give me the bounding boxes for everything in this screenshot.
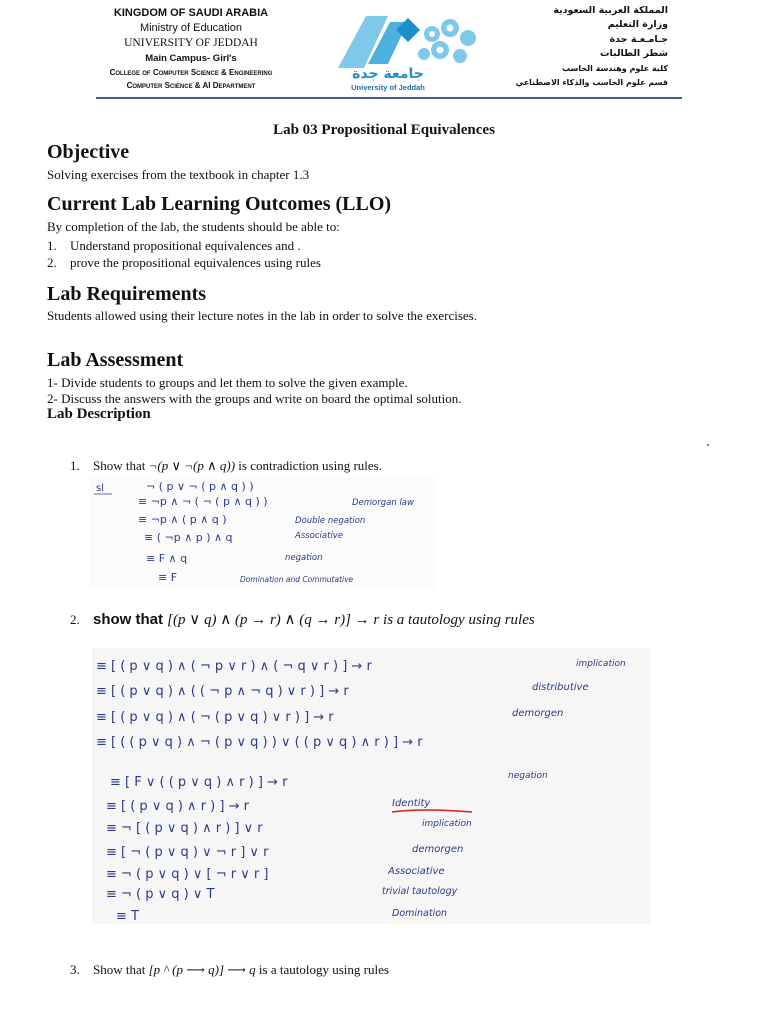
question-2 bbox=[70, 610, 535, 629]
llo-heading: Current Lab Learning Outcomes (LLO) bbox=[47, 193, 392, 215]
hw1-line-rule: Domination and Commutative bbox=[240, 575, 354, 584]
hw2-line-rule: demorgen bbox=[512, 708, 564, 719]
question-1 bbox=[70, 458, 382, 474]
question-number: 3. bbox=[70, 962, 80, 977]
assessment-item: 2- Discuss the answers with the groups and write on board the optimal solution. bbox=[47, 391, 462, 406]
question-prefix: Show that bbox=[93, 962, 149, 977]
hw2-line-rule: Identity bbox=[392, 798, 431, 809]
header-college: College of Computer Science & Engineering bbox=[109, 68, 273, 77]
assessment-heading: Lab Assessment bbox=[47, 349, 184, 371]
llo-item bbox=[47, 238, 301, 254]
requirements-text: Students allowed using their lecture notes in the lab in order to solve the exercises. bbox=[47, 308, 477, 323]
header-kingdom: KINGDOM OF SAUDI ARABIA bbox=[113, 7, 269, 19]
header-rule bbox=[96, 97, 682, 99]
question-formula: [p ^ (p ⟶ q)] ⟶ q bbox=[148, 962, 256, 977]
logo-arabic-text: جامعة جدة bbox=[352, 66, 424, 82]
header-university: UNIVERSITY OF JEDDAH bbox=[124, 37, 258, 49]
description-heading: Lab Description bbox=[47, 406, 151, 422]
hw2-line-rule: implication bbox=[576, 659, 626, 669]
hw1-label: sl bbox=[96, 483, 104, 494]
hw1-line-rule: Associative bbox=[295, 531, 344, 541]
hw2-line-expr: ≡ [ ( p ∨ q ) ∧ ( ¬ ( p ∨ q ) ∨ r ) ] → r bbox=[96, 710, 334, 725]
llo-item bbox=[47, 255, 321, 271]
hw1-line-expr: ≡ F ∧ q bbox=[146, 552, 188, 565]
stray-dot bbox=[707, 444, 709, 446]
hw2-line-expr: ≡ ¬ ( p ∨ q ) ∨ T bbox=[106, 887, 215, 902]
hw1-line-expr: ≡ ¬p ∧ ¬ ( ¬ ( p ∧ q ) ) bbox=[138, 495, 268, 508]
objective-heading: Objective bbox=[47, 141, 130, 163]
hw2-line-rule: distributive bbox=[532, 682, 589, 693]
question-prefix: show that bbox=[93, 611, 168, 628]
hw2-line-expr: ≡ [ ( p ∨ q ) ∧ ( ¬ p ∨ r ) ∧ ( ¬ q ∨ r ) ] → r bbox=[96, 659, 372, 674]
llo-item-number: 1. bbox=[47, 238, 57, 253]
hw2-line-expr: ≡ ¬ ( p ∨ q ) ∨ [ ¬ r ∨ r ] bbox=[106, 867, 269, 882]
header-left-block bbox=[96, 6, 286, 92]
hw1-line-rule: Double negation bbox=[295, 516, 366, 526]
header-campus: Main Campus- Girl's bbox=[145, 53, 237, 64]
handwritten-solution-2 bbox=[92, 648, 650, 924]
hw2-line-expr: ≡ [ ( p ∨ q ) ∧ r ) ] → r bbox=[106, 799, 249, 814]
question-number: 1. bbox=[70, 458, 80, 473]
hw1-line-expr: ≡ ¬p ∧ ( p ∧ q ) bbox=[138, 513, 227, 526]
header-ar-kingdom: المملكة العربية السعودية bbox=[553, 5, 668, 16]
assessment-item: 1- Divide students to groups and let them to solve the given example. bbox=[47, 375, 408, 390]
hw2-line-expr: ≡ [ ¬ ( p ∨ q ) ∨ ¬ r ] ∨ r bbox=[106, 845, 269, 860]
hw2-line-expr: ≡ [ ( p ∨ q ) ∧ ( ( ¬ p ∧ ¬ q ) ∨ r ) ] → r bbox=[96, 684, 349, 699]
hw2-line-rule: Associative bbox=[388, 866, 445, 877]
llo-item-number: 2. bbox=[47, 255, 57, 270]
header-ar-college: كلية علوم وهندسة الحاسب bbox=[562, 63, 668, 73]
hw2-line-expr: ≡ T bbox=[116, 909, 139, 924]
hw1-line-expr: ¬ ( p ∨ ¬ ( p ∧ q ) ) bbox=[146, 480, 254, 493]
header-ar-department: قسم علوم الحاسب والذكاء الاصطناعي bbox=[515, 78, 668, 88]
hw1-line-rule: negation bbox=[285, 553, 323, 563]
header-ministry: Ministry of Education bbox=[139, 22, 243, 34]
header-ar-campus: شطر الطالبات bbox=[599, 48, 668, 60]
question-formula: ¬(p ∨ ¬(p ∧ q)) bbox=[148, 458, 236, 473]
question-suffix: is contradiction using rules. bbox=[235, 458, 382, 473]
question-formula: [(p ∨ q) ∧ (p → r) ∧ (q → r)] → r bbox=[167, 612, 380, 628]
llo-item-text: Understand propositional equivalences and . bbox=[70, 238, 301, 253]
hw1-line-rule: Demorgan law bbox=[352, 498, 414, 508]
question-suffix: is a tautology using rules bbox=[255, 962, 389, 977]
hw2-line-rule: trivial tautology bbox=[382, 886, 458, 897]
hw2-line-rule: negation bbox=[508, 771, 548, 781]
requirements-heading: Lab Requirements bbox=[47, 283, 207, 305]
header-ar-ministry: وزارة التعليم bbox=[607, 19, 668, 31]
question-number: 2. bbox=[70, 612, 80, 627]
llo-intro: By completion of the lab, the students should be able to: bbox=[47, 219, 340, 234]
header-right-block bbox=[498, 4, 668, 90]
hw2-line-expr: ≡ ¬ [ ( p ∨ q ) ∧ r ) ] ∨ r bbox=[106, 821, 263, 836]
objective-text: Solving exercises from the textbook in chapter 1.3 bbox=[47, 167, 310, 182]
header-department: Computer Science & AI Department bbox=[126, 81, 256, 90]
question-prefix: Show that bbox=[93, 458, 149, 473]
llo-item-text: prove the propositional equivalences using rules bbox=[70, 255, 321, 270]
lab-title: Lab 03 Propositional Equivalences bbox=[273, 122, 495, 138]
hw2-line-expr: ≡ [ F ∨ ( ( p ∨ q ) ∧ r ) ] → r bbox=[110, 775, 288, 790]
hw1-line-expr: ≡ ( ¬p ∧ p ) ∧ q bbox=[144, 531, 233, 544]
hw2-line-expr: ≡ [ ( ( p ∨ q ) ∧ ¬ ( p ∨ q ) ) ∨ ( ( p ∨ q ) ∧ r ) ] → r bbox=[96, 735, 423, 750]
logo-english-text: University of Jeddah bbox=[351, 83, 425, 92]
hw2-line-rule: Domination bbox=[392, 908, 448, 919]
hw2-line-rule: implication bbox=[422, 819, 472, 829]
hw1-line-expr: ≡ F bbox=[158, 571, 178, 584]
handwritten-solution-1 bbox=[90, 478, 436, 588]
hw2-line-rule: demorgen bbox=[412, 844, 464, 855]
question-suffix: is a tautology using rules bbox=[379, 612, 535, 628]
identity-underline bbox=[392, 810, 472, 812]
header-ar-university: جـامـعـة جدة bbox=[609, 33, 668, 45]
question-3 bbox=[70, 962, 389, 978]
